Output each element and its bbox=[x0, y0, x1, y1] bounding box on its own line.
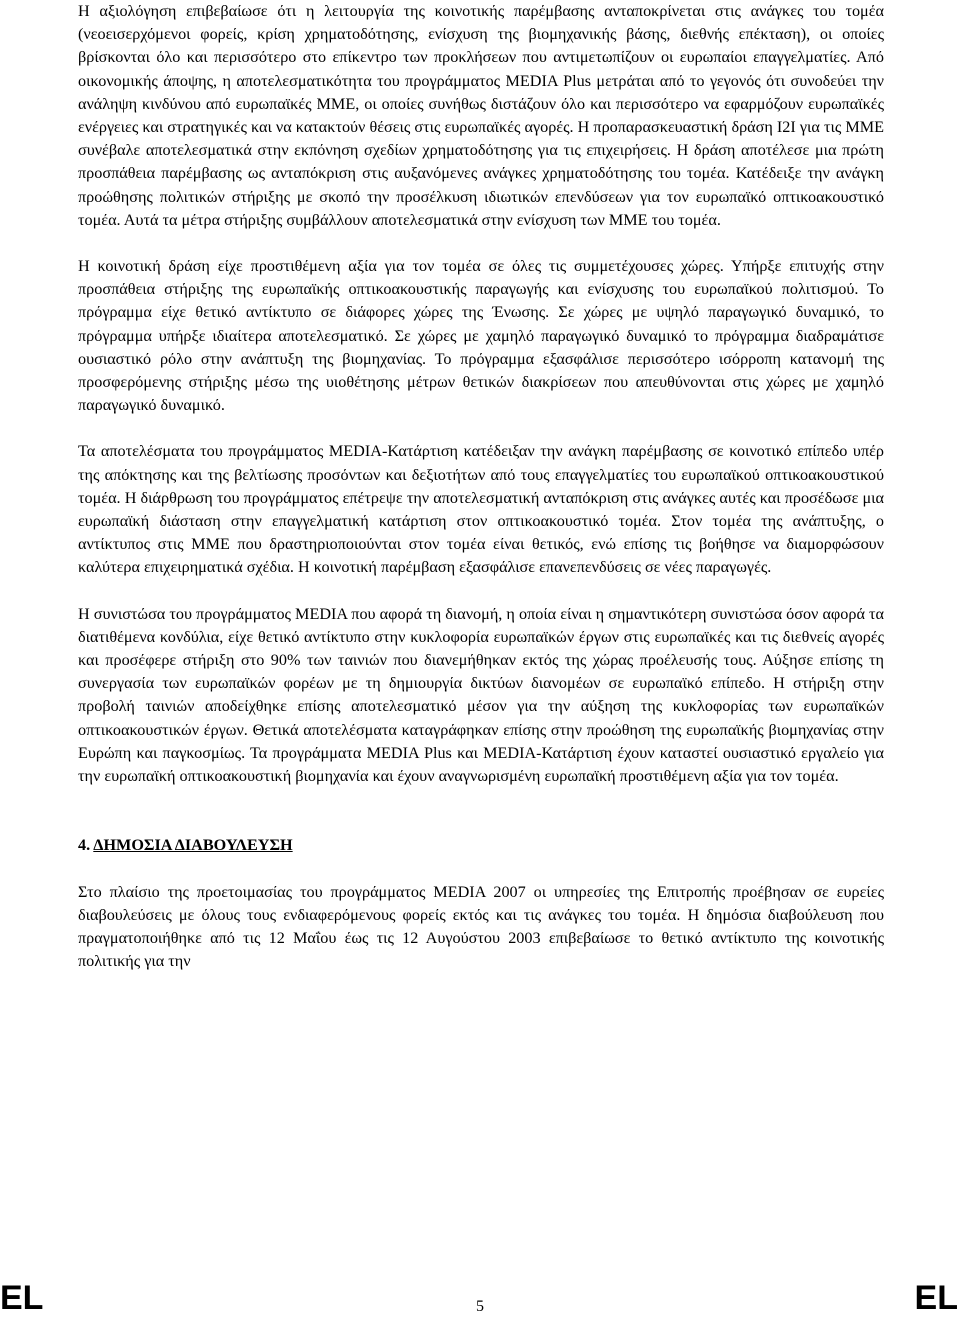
paragraph-gap bbox=[78, 788, 884, 811]
paragraph-gap bbox=[78, 580, 884, 603]
section-heading bbox=[78, 834, 884, 857]
footer-language-left: EL bbox=[0, 1279, 44, 1317]
paragraph-gap bbox=[78, 811, 884, 834]
paragraph-gap bbox=[78, 232, 884, 255]
paragraph-consultation: Στο πλαίσιο της προετοιμασίας του προγράμματος MEDIA 2007 οι υπηρεσίες της Επιτροπής προέβησαν σε ευρείες διαβουλεύσεις με όλους τους ενδιαφερόμενους φορείς εκτός και τις ανάγκες του τομέα. Η δημόσια διαβούλευση που πραγματοποιήθηκε από τις 12 Μαΐου έως τις 12 Αυγούστου 2003 επιβεβαίωσε το θετικό αντίκτυπο της κοινοτικής πολιτικής για την bbox=[78, 882, 884, 971]
page-number: 5 bbox=[476, 1298, 484, 1315]
footer-language-right: EL bbox=[914, 1279, 958, 1317]
paragraph-evaluation: Η αξιολόγηση επιβεβαίωσε ότι η λειτουργία της κοινοτικής παρέμβασης ανταποκρίνεται στις ανάγκες του τομέα (νεοεισερχόμενοι φορείς, κρίση χρηματοδότησης, ενίσχυση της βιομηχανικής βάσης, διεθνής επέκταση), οι οποίες βρίσκονται όλο και περισσότερο στο επίκεντρο των προκλήσεων που αντιμετωπίζουν οι ευρωπαίοι επαγγελματίες. Από οικονομικής άποψης, η αποτελεσματικότητα του προγράμματος MEDIA Plus μετράται από το γεγονός ότι συνοδεύει την ανάληψη κινδύνου από ευρωπαϊκές ΜΜΕ, οι οποίες συνήθως διστάζουν όλο και περισσότερο να εφαρμόζουν ευρωπαϊκές ενέργειες και στρατηγικές και να κατακτούν θέσεις στις ευρωπαϊκές αγορές. Η προπαρασκευαστική δράση I2I για τις ΜΜΕ συνέβαλε αποτελεσματικά στην εκπόνηση σχεδίων χρηματοδότησης για τις επιχειρήσεις. Η δράση αποτέλεσε μια πρώτη προσπάθεια παρέμβασης ως ανταπόκριση στις αυξανόμενες ανάγκες χρηματοδότησης του τομέα. Κατέδειξε την ανάγκη προώθησης πολιτικών στήριξης με σκοπό την προσέλκυση ιδιωτικών επενδύσεων για τον ευρωπαϊκό οπτικοακουστικό τομέα. Αυτά τα μέτρα στήριξης συμβάλλουν αποτελεσματικά στην ενίσχυση των ΜΜΕ του τομέα. bbox=[78, 2, 884, 229]
paragraph-gap bbox=[78, 858, 884, 881]
paragraph-training: Τα αποτελέσματα του προγράμματος MEDIA-Κατάρτιση κατέδειξαν την ανάγκη παρέμβασης σε κοινοτικό επίπεδο υπέρ της απόκτησης και της βελτίωσης προσόντων και δεξιοτήτων από τους επαγγελματίες του ευρωπαϊκού οπτικοακουστικού τομέα. Η διάρθρωση του προγράμματος επέτρεψε την αποτελεσματική ανταπόκριση στις ανάγκες αυτές και προσέδωσε μια ευρωπαϊκή διάσταση στην επαγγελματική κατάρτιση στον οπτικοακουστικό τομέα. Στον τομέα της ανάπτυξης, ο αντίκτυπος στις ΜΜΕ που δραστηριοποιούνται στον τομέα είναι θετικός, ενώ επίσης τις βοήθησε να διαμορφώσουν καλύτερα επιχειρηματικά σχέδια. Η κοινοτική παρέμβαση εξασφάλισε επανεπενδύσεις σε νέες παραγωγές. bbox=[78, 442, 884, 577]
paragraph-gap bbox=[78, 417, 884, 440]
section-number: 4. bbox=[78, 836, 91, 855]
section-title: ΔΗΜΟΣΙΑ ΔΙΑΒΟΥΛΕΥΣΗ bbox=[93, 836, 293, 855]
paragraph-distribution: Η συνιστώσα του προγράμματος MEDIA που αφορά τη διανομή, η οποία είναι η σημαντικότερη συνιστώσα όσον αφορά τα διατιθέμενα κονδύλια, είχε θετικό αντίκτυπο στην κυκλοφορία ευρωπαϊκών έργων στις ευρωπαϊκές και τις διεθνείς αγορές και προσέφερε στήριξη στο 90% των ταινιών που διανεμήθηκαν εκτός της χώρας προέλευσής τους. Αύξησε επίσης τη συνεργασία των ευρωπαϊκών φορέων με τη δημιουργία δικτύων διανομέων σε ευρωπαϊκό επίπεδο. Η στήριξη στην προβολή ταινιών αποδείχθηκε επίσης αποτελεσματικό μέσον για την αύξηση της κυκλοφορίας των ευρωπαϊκών οπτικοακουστικών έργων. Θετικά αποτελέσματα καταγράφηκαν επίσης στην προώθηση της ευρωπαϊκής βιομηχανίας στην Ευρώπη και παγκοσμίως. Τα προγράμματα MEDIA Plus και MEDIA-Κατάρτιση έχουν καταστεί ουσιαστικό εργαλείο για την ευρωπαϊκή οπτικοακουστική βιομηχανία και έχουν αναγνωρισμένη ευρωπαϊκή προστιθέμενη αξία για τον τομέα. bbox=[78, 604, 884, 786]
document-body bbox=[78, 0, 884, 973]
paragraph-added-value: Η κοινοτική δράση είχε προστιθέμενη αξία για τον τομέα σε όλες τις συμμετέχουσες χώρες. Υπήρξε επιτυχής στην προσπάθεια στήριξης της ευρωπαϊκής οπτικοακουστικής παραγωγής και ενίσχυσης του ευρωπαϊκού πολιτισμού. Το πρόγραμμα είχε θετικό αντίκτυπο σε διάφορες χώρες της Ένωσης. Σε χώρες με υψηλό παραγωγικό δυναμικό, το πρόγραμμα υπήρξε ιδιαίτερα αποτελεσματικό. Σε χώρες με χαμηλό παραγωγικό δυναμικό το πρόγραμμα διαδραμάτισε ουσιαστικό ρόλο στην ανάπτυξη της βιομηχανίας. Το πρόγραμμα εξασφάλισε περισσότερο ισόρροπη κατανομή της προσφερόμενης στήριξης μέσω της υιοθέτησης μέτρων θετικών διακρίσεων που απευθύνονται στις χώρες με χαμηλό παραγωγικό δυναμικό. bbox=[78, 257, 884, 415]
